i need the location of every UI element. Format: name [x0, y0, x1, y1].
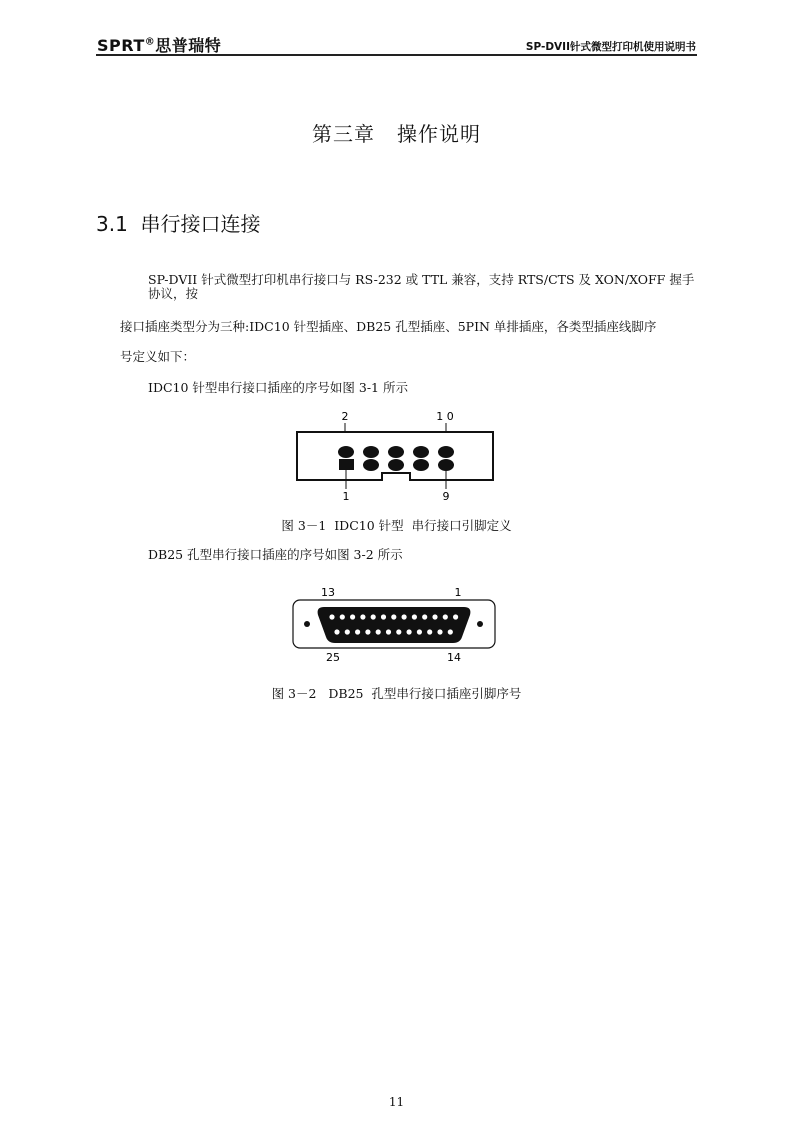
db25-pin-hole: [448, 629, 453, 634]
db25-pin-hole: [381, 614, 386, 619]
db25-pin-hole: [407, 629, 412, 634]
paragraph-definitions: 号定义如下：: [120, 349, 196, 364]
idc10-label-pin1: 1: [342, 490, 350, 503]
db25-mount-hole-left: [304, 621, 310, 627]
figure-3-1-caption: 图 3－1 IDC10 针型 串行接口引脚定义: [281, 518, 512, 533]
db25-label-pin25: 25: [326, 651, 340, 664]
idc10-pin: [413, 446, 429, 458]
db25-pin-hole: [402, 614, 407, 619]
idc10-label-pin10: 1 0: [436, 410, 454, 423]
idc10-pin: [363, 459, 379, 471]
idc10-pin1-square: [339, 459, 354, 470]
db25-pin-hole: [432, 614, 437, 619]
idc10-label-pin2: 2: [341, 410, 349, 423]
section-title: 3.1 串行接口连接: [96, 212, 261, 236]
idc10-pin: [363, 446, 379, 458]
paragraph-db25-ref: DB25 孔型串行接口插座的序号如图 3-2 所示: [148, 547, 403, 562]
brand-logo: [97, 33, 221, 56]
db25-pin-hole: [427, 629, 432, 634]
db25-pin-hole: [453, 614, 458, 619]
db25-connector-diagram: [290, 582, 500, 667]
db25-pin-hole: [355, 629, 360, 634]
db25-pin-hole: [340, 614, 345, 619]
idc10-pin: [338, 446, 354, 458]
brand-name: SPRT: [97, 36, 145, 55]
db25-pin-hole: [360, 614, 365, 619]
db25-pin-hole: [365, 629, 370, 634]
db25-pin-hole: [376, 629, 381, 634]
db25-label-pin13: 13: [321, 586, 335, 599]
figure-3-2-caption: 图 3－2 DB25 孔型串行接口插座引脚序号: [271, 686, 522, 701]
db25-pin-hole: [371, 614, 376, 619]
db25-mount-hole-right: [477, 621, 483, 627]
page-number: 11: [388, 1095, 405, 1109]
db25-pin-hole: [396, 629, 401, 634]
paragraph-idc10-ref: IDC10 针型串行接口插座的序号如图 3-1 所示: [148, 380, 408, 395]
idc10-pin: [388, 446, 404, 458]
db25-pin-hole: [391, 614, 396, 619]
idc10-label-pin9: 9: [442, 490, 450, 503]
header-divider: [96, 54, 697, 56]
db25-label-pin1: 1: [454, 586, 462, 599]
db25-pin-hole: [422, 614, 427, 619]
idc10-pin: [413, 459, 429, 471]
db25-socket-face: [318, 607, 471, 643]
idc10-connector-diagram: [290, 405, 500, 505]
document-title: SP-DVII针式微型打印机使用说明书: [525, 41, 696, 53]
db25-pin-hole: [350, 614, 355, 619]
db25-pin-hole: [443, 614, 448, 619]
db25-pin-hole: [386, 629, 391, 634]
idc10-pin: [438, 459, 454, 471]
db25-pin-hole: [334, 629, 339, 634]
paragraph-intro: SP-DVII 针式微型打印机串行接口与 RS-232 或 TTL 兼容，支持 RTS/CTS 及 XON/XOFF 握手协议，按: [148, 272, 695, 301]
db25-pin-hole: [345, 629, 350, 634]
db25-pin-hole: [417, 629, 422, 634]
db25-pin-hole: [329, 614, 334, 619]
registered-mark: ®: [144, 36, 156, 48]
brand-name-cn: 思普瑞特: [155, 36, 222, 55]
db25-label-pin14: 14: [447, 651, 461, 664]
idc10-pin: [438, 446, 454, 458]
db25-pin-hole: [437, 629, 442, 634]
db25-pin-hole: [412, 614, 417, 619]
paragraph-socket-types: 接口插座类型分为三种:IDC10 针型插座、DB25 孔型插座、5PIN 单排插座，各类型插座线脚序: [120, 319, 657, 334]
idc10-pin: [388, 459, 404, 471]
chapter-title: 第三章 操作说明: [311, 122, 482, 146]
